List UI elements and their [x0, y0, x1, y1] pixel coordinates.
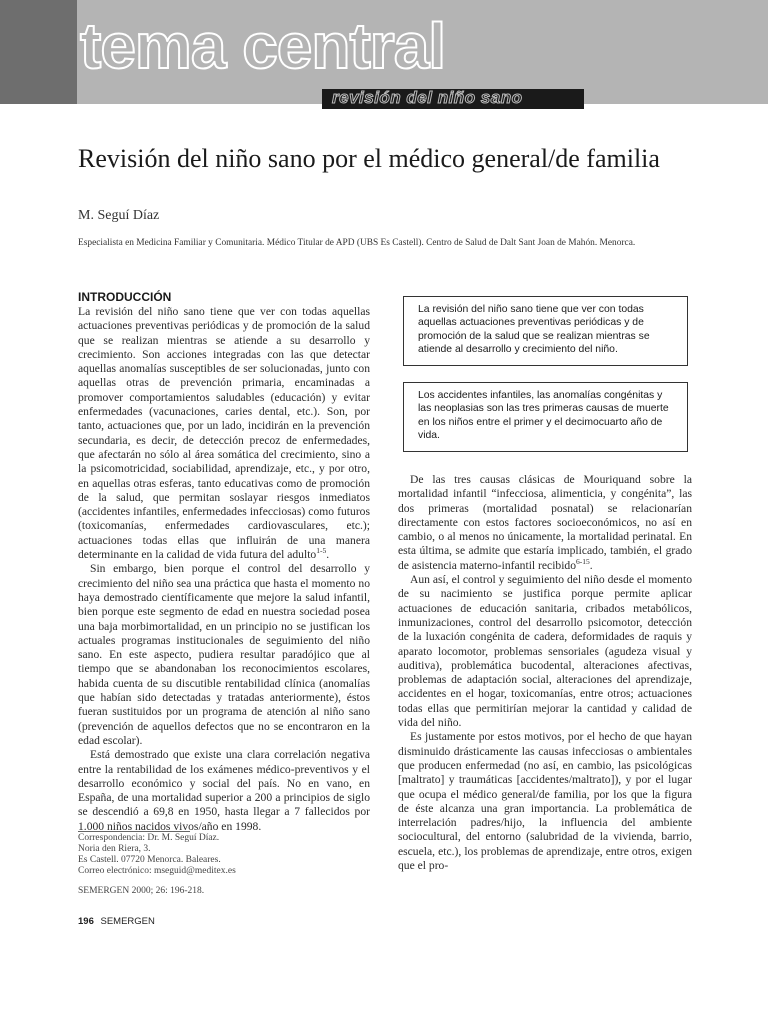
section-title: tema central — [80, 10, 446, 82]
page-number: 196 — [78, 916, 94, 927]
paragraph-6: Es justamente por estos motivos, por el hecho de que hayan disminuido drásticamente las causas infecciosas o ambientales que producen enfermedad (no así, en cambio, las psicológicas [maltrato] y traumáticas [accidentes/maltrato]), y por el lugar que ocupa el médico general/de familia, por los que la figura de éste alcanza una gran importancia. La problemática de interrelación padres/hijo, la influencia del ambiente sociocultural, del entorno (salubridad de la vivienda, barrio, escuela, etc.), los problemas de aprendizaje, entre otros, exigen que el pro- — [398, 730, 692, 873]
page-footer — [78, 916, 155, 927]
journal-citation: SEMERGEN 2000; 26: 196-218. — [78, 886, 205, 896]
paragraph-4: De las tres causas clásicas de Mouriquand sobre la mortalidad infantil “infecciosa, alimenticia, y congénita”, las dos primeras (mortalidad posnatal) se relacionarían directamente con estos factores socioeconómicos, no así en cambio, o al menos no únicamente, la mortalidad perinatal. En esta última, se admite que estaría implicado, también, el grado de asistencia materno-infantil recibido$^{6-15}$. — [398, 473, 692, 572]
section-heading-introduction: INTRODUCCIÓN — [78, 290, 172, 304]
footnote-line: Correspondencia: Dr. M. Seguí Díaz. — [78, 833, 220, 843]
author-name: M. Seguí Díaz — [78, 208, 160, 223]
paragraph-1: La revisión del niño sano tiene que ver con todas aquellas actuaciones preventivas periódicas y de promoción de la salud que se realizan mientras se atiende a su desarrollo y crecimiento. Son acciones integradas con las que detectar aquellas anomalías susceptibles de ser solucionadas, junto con aquellas otras de prevención primaria, encaminadas a promover comportamientos saludables (educación) y evitar enfermedades (vacunaciones, caries dental, etc.). Son, por tanto, actuaciones que, por un lado, incidirán en la prevención secundaria, es decir, de detección precoz de enfermedades, que afectarán no sólo al área somática del crecimiento, sino a la psicomotricidad, sociabilidad, aprendizaje, etc., y por otro, en aquellas otras esferas, tanto educativas como de promoción de la salud, que permitan soslayar riesgos inmediatos (accidentes infantiles, enfermedades infecciosas) como futuros (toxicomanías, enfermedades cardiovasculares, etc.); actuaciones todas ellas que influirán de una manera determinante en la calidad de vida futura del adulto$^{1-5}$. — [78, 305, 370, 562]
footnote-line: Es Castell. 07720 Menorca. Baleares. — [78, 855, 221, 865]
pull-quote-2: Los accidentes infantiles, las anomalías congénitas y las neoplasias son las tres primeras causas de muerte en los niños entre el primer y el decimocuarto año de vida. — [403, 382, 688, 452]
footnote-email[interactable]: Correo electrónico: mseguid@meditex.es — [78, 866, 236, 876]
author-affiliation: Especialista en Medicina Familiar y Comunitaria. Médico Titular de APD (UBS Es Castell). Centro de Salud de Dalt Sant Joan de Mahón. Menorca. — [78, 238, 636, 248]
article-title: Revisión del niño sano por el médico general/de familia — [78, 144, 660, 173]
journal-name: SEMERGEN — [100, 916, 155, 927]
correspondence-footnote — [78, 833, 298, 877]
footnote-line: Noria den Riera, 3. — [78, 844, 151, 854]
paragraph-5: Aun así, el control y seguimiento del niño desde el momento de su nacimiento se justifica porque permite aplicar actuaciones de educación sanitaria, cribados metabólicos, inmunizaciones, control del desarrollo psicomotor, detección de la luxación congénita de cadera, deformidades de raquis y aparato locomotor, problemas sensoriales (agudeza visual y auditiva), problemática bucodental, alteraciones afectivas, problemas de adaptación social, alteraciones del aprendizaje, accidentes en el hogar, toxicomanías, entre otros; actuaciones todas ellas que permitirían mejorar la cantidad y calidad de vida del niño. — [398, 573, 692, 730]
reference-1-5[interactable]: 1-5 — [316, 546, 327, 556]
pull-quote-1: La revisión del niño sano tiene que ver con todas aquellas actuaciones preventivas periódicas y de promoción de la salud que se realizan mientras se atiende al desarrollo y crecimiento del niño. — [403, 296, 688, 366]
reference-6-15[interactable]: 6-15 — [576, 556, 590, 566]
right-column — [398, 473, 692, 873]
paragraph-3: Está demostrado que existe una clara correlación negativa entre la rentabilidad de los exámenes médico-preventivos y el desarrollo económico y social del país. No en vano, en España, de una mortalidad superior a 200 a principios de siglo se descendió a 69,8 en 1950, hasta llegar a 7 fallecidos por 1.000 niños nacidos vivos/año en 1998. — [78, 748, 370, 833]
subsection-title: revisión del niño sano — [332, 88, 523, 107]
paragraph-2: Sin embargo, bien porque el control del desarrollo y crecimiento del niño sea una práctica que hasta el momento no haya demostrado científicamente que mejore la salud infantil, bien porque este segmento de edad en nuestra sociedad posea una baja morbimortalidad, en un principio no se justifican los actuales programas institucionales de seguimiento del niño sano. En este aspecto, pudiera resultar paradójico que al tiempo que se abandonaban los reconocimientos escolares, habida cuenta de su discutible rentabilidad clínica (anomalías que habían sido detectadas y tratadas anteriormente), éstos fueran sustituidos por un programa de atención al niño sano (prevención de aquellos defectos que no se encontraron en la edad escolar). — [78, 562, 370, 747]
footnote-divider — [78, 831, 190, 832]
header-accent-block — [0, 0, 77, 104]
left-column — [78, 290, 370, 834]
